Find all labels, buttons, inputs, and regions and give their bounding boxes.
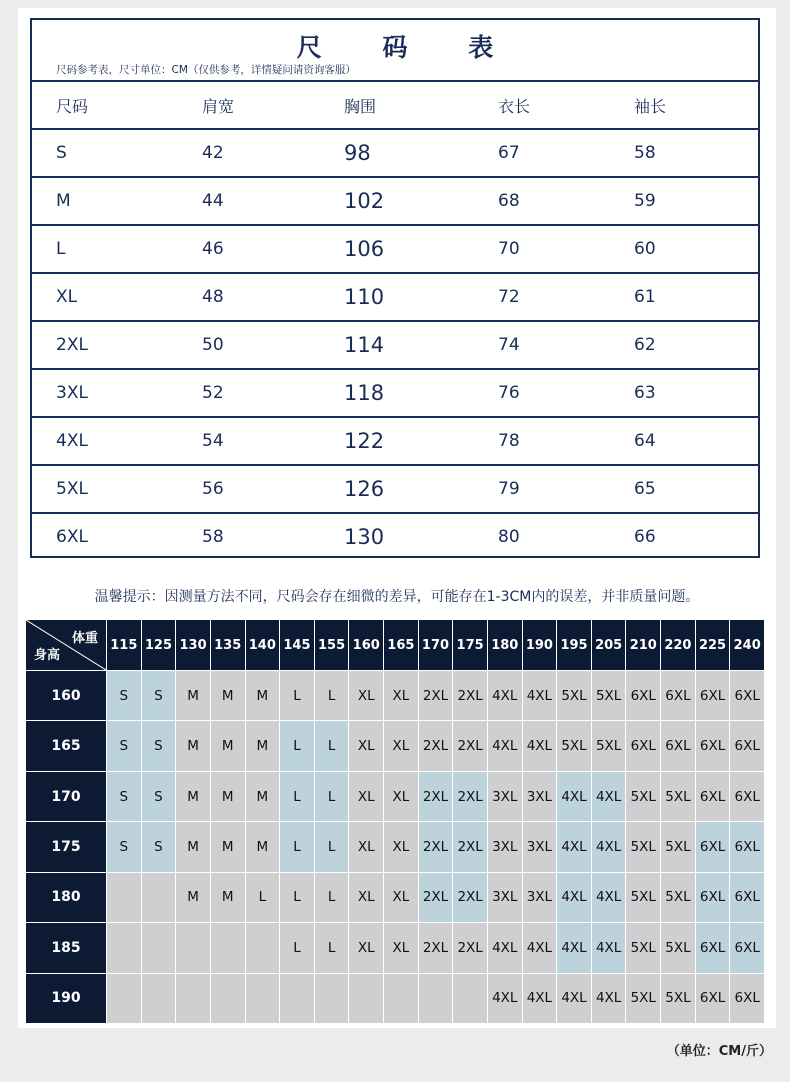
size-cell: 6XL [730,822,764,871]
cell-shoulder: 58 [202,527,224,547]
cell-chest: 130 [344,525,385,549]
cell-sleeve: 60 [634,239,656,259]
size-cell: XL [349,873,383,922]
weight-header: 125 [142,620,176,670]
size-cell: 6XL [730,873,764,922]
size-cell: L [315,772,349,821]
size-cell: S [107,772,141,821]
height-header: 165 [26,721,106,770]
size-cell: XL [384,772,418,821]
size-cell: 2XL [453,721,487,770]
cell-size: M [56,191,71,211]
size-cell [419,974,453,1023]
size-cell: 4XL [488,974,522,1023]
size-cell: 6XL [696,721,730,770]
size-row [32,224,758,272]
cell-sleeve: 61 [634,287,656,307]
size-cell: 2XL [419,671,453,720]
size-row [32,464,758,512]
corner-weight-label: 体重 [71,631,98,646]
size-cell: 6XL [730,671,764,720]
size-cell: L [315,923,349,972]
size-cell: M [176,873,210,922]
header-size: 尺码 [56,96,89,116]
tip-text: 温馨提示：因测量方法不同，尺码会存在细微的差异，可能存在1-3CM内的误差，并非质量问题。 [94,589,700,605]
cell-size: 3XL [56,383,88,403]
cell-length: 74 [498,335,520,355]
size-cell: XL [384,873,418,922]
cell-length: 67 [498,143,520,163]
size-cell: 5XL [661,974,695,1023]
size-cell [176,974,210,1023]
cell-shoulder: 54 [202,431,224,451]
size-cell: L [246,873,280,922]
cell-size: 4XL [56,431,88,451]
size-cell: M [211,772,245,821]
size-cell [280,974,314,1023]
size-cell: XL [349,671,383,720]
size-cell [246,974,280,1023]
size-cell: 2XL [453,671,487,720]
cell-shoulder: 52 [202,383,224,403]
size-cell: 4XL [592,772,626,821]
cell-length: 68 [498,191,520,211]
size-table [30,18,760,558]
cell-size: 6XL [56,527,88,547]
cell-shoulder: 44 [202,191,224,211]
size-cell: M [211,671,245,720]
size-cell [142,923,176,972]
size-cell: M [176,671,210,720]
grid-corner [26,620,106,670]
cell-chest: 118 [344,381,385,405]
weight-header: 145 [280,620,314,670]
size-cell: 6XL [661,671,695,720]
size-cell: S [107,822,141,871]
size-cell: M [176,721,210,770]
cell-chest: 114 [344,333,385,357]
size-cell: 4XL [488,671,522,720]
size-cell: L [280,873,314,922]
size-cell: 3XL [488,873,522,922]
size-cell: 2XL [453,772,487,821]
size-cell: 6XL [626,721,660,770]
unit-note: （单位：CM/斤） [666,1044,772,1059]
size-cell: 5XL [626,974,660,1023]
size-cell: 5XL [626,873,660,922]
size-cell: 4XL [488,923,522,972]
size-cell: 2XL [419,923,453,972]
size-cell: L [280,671,314,720]
size-cell: XL [349,721,383,770]
size-cell [211,974,245,1023]
size-cell: 5XL [661,923,695,972]
size-cell: S [142,721,176,770]
size-cell: L [280,772,314,821]
weight-header: 160 [349,620,383,670]
size-cell: M [246,772,280,821]
size-table-title: 尺 码 表 [296,33,520,62]
size-cell: 4XL [557,974,591,1023]
size-cell: 4XL [488,721,522,770]
size-cell: 6XL [730,974,764,1023]
size-cell [384,974,418,1023]
size-cell [107,974,141,1023]
cell-length: 78 [498,431,520,451]
size-cell: 2XL [453,873,487,922]
cell-chest: 102 [344,189,385,213]
weight-header: 205 [592,620,626,670]
size-cell [107,923,141,972]
weight-header: 175 [453,620,487,670]
size-cell: 5XL [661,822,695,871]
size-cell: 6XL [696,772,730,821]
size-cell: S [142,772,176,821]
cell-shoulder: 48 [202,287,224,307]
size-cell: L [280,923,314,972]
cell-chest: 122 [344,429,385,453]
cell-sleeve: 66 [634,527,656,547]
cell-chest: 126 [344,477,385,501]
size-cell: 6XL [696,873,730,922]
size-cell: M [211,822,245,871]
height-header: 170 [26,772,106,821]
size-cell [107,873,141,922]
height-header: 175 [26,822,106,871]
size-cell: 4XL [557,772,591,821]
size-cell: 3XL [523,822,557,871]
cell-length: 79 [498,479,520,499]
size-cell: 4XL [592,923,626,972]
cell-sleeve: 58 [634,143,656,163]
cell-length: 72 [498,287,520,307]
cell-chest: 106 [344,237,385,261]
header-chest: 胸围 [344,96,377,116]
size-row [32,512,758,560]
cell-chest: 98 [344,141,371,165]
size-cell: L [315,671,349,720]
size-cell: 6XL [730,721,764,770]
size-table-subtitle: 尺码参考表，尺寸单位：CM（仅供参考，详情疑问请资询客服） [56,64,356,76]
size-cell: 6XL [696,923,730,972]
header-length: 衣长 [498,96,531,116]
size-cell [176,923,210,972]
header-shoulder: 肩宽 [202,96,235,116]
size-cell: M [246,721,280,770]
size-cell: 3XL [523,873,557,922]
size-row [32,176,758,224]
size-cell [453,974,487,1023]
size-row [32,128,758,176]
size-cell: L [280,721,314,770]
weight-header: 165 [384,620,418,670]
size-cell [142,873,176,922]
size-cell: 6XL [626,671,660,720]
cell-sleeve: 62 [634,335,656,355]
size-cell: 5XL [557,721,591,770]
size-cell: 6XL [696,822,730,871]
size-cell: M [176,822,210,871]
weight-header: 190 [523,620,557,670]
cell-sleeve: 64 [634,431,656,451]
weight-header: 135 [211,620,245,670]
size-cell: 5XL [557,671,591,720]
size-cell: M [211,873,245,922]
size-cell [246,923,280,972]
size-row [32,416,758,464]
weight-header: 240 [730,620,764,670]
size-cell: 2XL [419,721,453,770]
size-cell: 2XL [419,772,453,821]
weight-header: 170 [419,620,453,670]
weight-header: 220 [661,620,695,670]
size-cell: S [107,671,141,720]
size-cell: XL [349,772,383,821]
corner-height-label: 身高 [34,648,61,663]
height-header: 160 [26,671,106,720]
size-cell: L [315,721,349,770]
cell-chest: 110 [344,285,385,309]
size-cell: 3XL [488,822,522,871]
size-cell [349,974,383,1023]
size-cell: 6XL [730,772,764,821]
size-cell: L [280,822,314,871]
height-header: 185 [26,923,106,972]
size-cell: XL [384,822,418,871]
size-chart-page [18,8,776,1028]
cell-shoulder: 46 [202,239,224,259]
size-cell: 4XL [557,822,591,871]
size-cell: 4XL [523,671,557,720]
size-cell: M [246,671,280,720]
weight-height-grid [26,620,764,1023]
size-cell: XL [349,822,383,871]
size-cell: 5XL [626,923,660,972]
size-cell: 4XL [557,923,591,972]
size-cell: 2XL [453,822,487,871]
cell-shoulder: 56 [202,479,224,499]
size-cell: 5XL [592,671,626,720]
cell-size: 5XL [56,479,88,499]
cell-length: 70 [498,239,520,259]
cell-sleeve: 63 [634,383,656,403]
size-cell: 4XL [592,974,626,1023]
size-row [32,368,758,416]
size-cell: XL [384,671,418,720]
cell-size: L [56,239,66,259]
weight-header: 195 [557,620,591,670]
size-cell: M [176,772,210,821]
size-cell [211,923,245,972]
size-row [32,272,758,320]
cell-length: 80 [498,527,520,547]
size-cell: 4XL [523,721,557,770]
size-cell: 2XL [419,822,453,871]
weight-header: 155 [315,620,349,670]
cell-size: S [56,143,67,163]
size-table-header [32,80,758,128]
size-cell: 5XL [661,772,695,821]
cell-shoulder: 50 [202,335,224,355]
cell-sleeve: 65 [634,479,656,499]
size-cell: 4XL [592,873,626,922]
size-cell: 4XL [523,974,557,1023]
weight-header: 140 [246,620,280,670]
size-cell: M [246,822,280,871]
size-cell: L [315,822,349,871]
weight-header: 115 [107,620,141,670]
height-header: 180 [26,873,106,922]
size-cell [315,974,349,1023]
weight-header: 225 [696,620,730,670]
size-cell: 3XL [488,772,522,821]
size-cell: XL [384,923,418,972]
size-cell: S [107,721,141,770]
size-cell: XL [349,923,383,972]
cell-sleeve: 59 [634,191,656,211]
size-cell: XL [384,721,418,770]
size-cell: 4XL [557,873,591,922]
size-cell: 5XL [661,873,695,922]
weight-header: 210 [626,620,660,670]
height-header: 190 [26,974,106,1023]
cell-length: 76 [498,383,520,403]
size-row [32,320,758,368]
header-sleeve: 袖长 [634,96,667,116]
size-cell: 3XL [523,772,557,821]
size-cell: 6XL [730,923,764,972]
size-cell: 6XL [661,721,695,770]
size-cell: M [211,721,245,770]
cell-shoulder: 42 [202,143,224,163]
size-cell: L [315,873,349,922]
cell-size: 2XL [56,335,88,355]
size-cell: 5XL [626,772,660,821]
size-cell: 6XL [696,974,730,1023]
size-cell: S [142,671,176,720]
weight-header: 130 [176,620,210,670]
weight-header: 180 [488,620,522,670]
size-cell: 4XL [592,822,626,871]
size-cell: S [142,822,176,871]
size-cell: 2XL [453,923,487,972]
size-cell: 2XL [419,873,453,922]
size-cell [142,974,176,1023]
size-cell: 5XL [626,822,660,871]
cell-size: XL [56,287,78,307]
size-cell: 5XL [592,721,626,770]
size-cell: 6XL [696,671,730,720]
size-cell: 4XL [523,923,557,972]
